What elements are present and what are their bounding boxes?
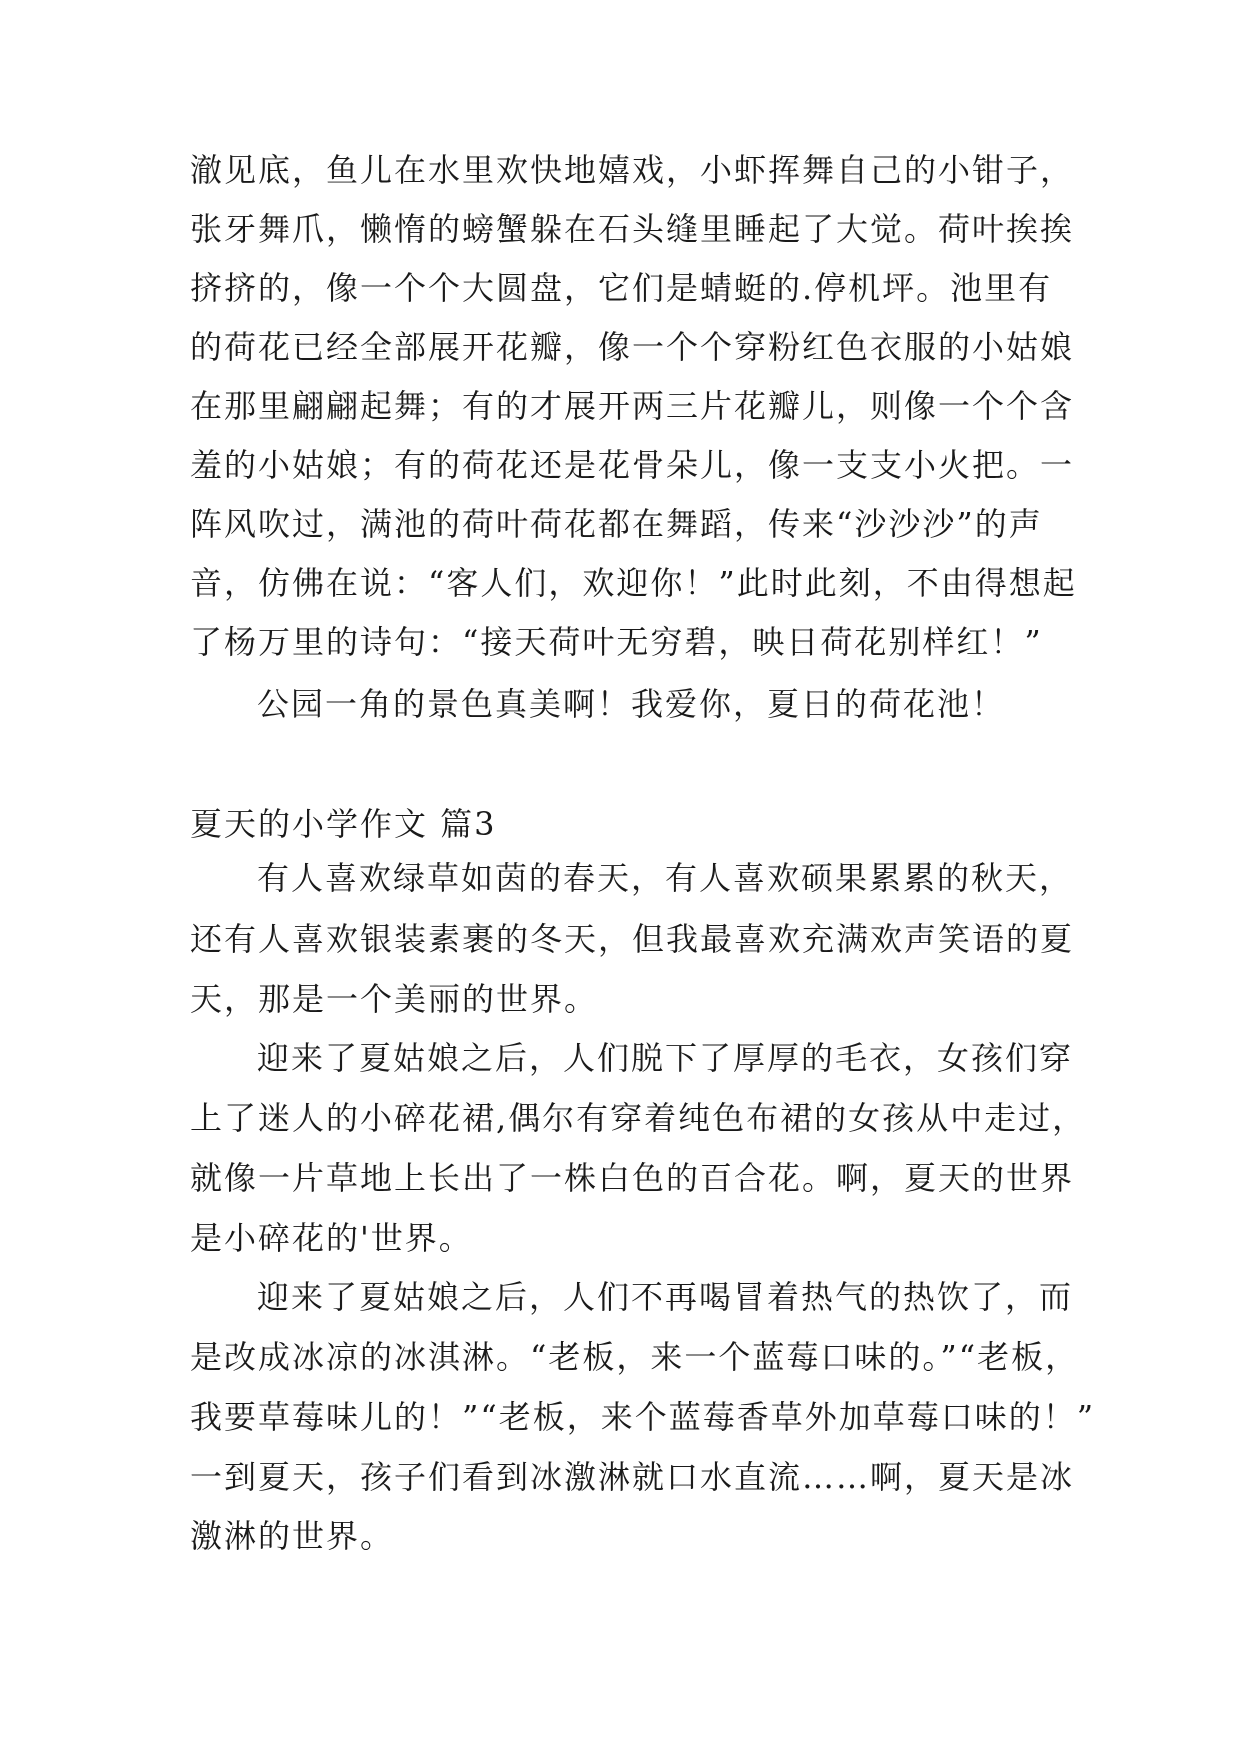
text-line: 张牙舞爪，懒惰的螃蟹躲在石头缝里睡起了大觉。荷叶挨挨: [190, 210, 1075, 248]
text-line: 的荷花已经全部展开花瓣，像一个个穿粉红色衣服的小姑娘: [190, 328, 1075, 366]
text-line: 有人喜欢绿草如茵的春天，有人喜欢硕果累累的秋天，: [257, 859, 1074, 897]
section-title: 夏天的小学作文 篇3: [190, 805, 497, 843]
text-line: 挤挤的，像一个个大圆盘，它们是蜻蜓的.停机坪。池里有: [190, 269, 1053, 307]
text-line: 是小碎花的'世界。: [190, 1219, 473, 1257]
text-line: 羞的小姑娘；有的荷花还是花骨朵儿，像一支支小火把。一: [190, 446, 1075, 484]
text-line: 就像一片草地上长出了一株白色的百合花。啊，夏天的世界: [190, 1159, 1075, 1197]
text-line: 天，那是一个美丽的世界。: [190, 980, 599, 1018]
text-line: 迎来了夏姑娘之后，人们脱下了厚厚的毛衣，女孩们穿: [257, 1039, 1074, 1077]
text-line: 还有人喜欢银装素裹的冬天，但我最喜欢充满欢声笑语的夏: [190, 920, 1075, 958]
text-line: 是改成冰凉的冰淇淋。“老板，来一个蓝莓口味的。”“老板，: [190, 1338, 1080, 1376]
text-line: 音，仿佛在说：“客人们，欢迎你！”此时此刻，不由得想起: [190, 564, 1077, 602]
text-line: 澈见底，鱼儿在水里欢快地嬉戏，小虾挥舞自己的小钳子，: [190, 151, 1075, 189]
text-line: 阵风吹过，满池的荷叶荷花都在舞蹈，传来“沙沙沙”的声: [190, 505, 1043, 543]
text-line: 迎来了夏姑娘之后，人们不再喝冒着热气的热饮了，而: [257, 1278, 1074, 1316]
text-line: 上了迷人的小碎花裙,偶尔有穿着纯色布裙的女孩从中走过，: [190, 1099, 1087, 1137]
closing-paragraph: 公园一角的景色真美啊！我爱你，夏日的荷花池！: [257, 685, 1006, 723]
text-line: 我要草莓味儿的！”“老板，来个蓝莓香草外加草莓口味的！”: [190, 1398, 1096, 1436]
text-line: 激淋的世界。: [190, 1517, 395, 1555]
text-line: 在那里翩翩起舞；有的才展开两三片花瓣儿，则像一个个含: [190, 387, 1075, 425]
text-line: 了杨万里的诗句：“接天荷叶无穷碧，映日荷花别样红！”: [190, 623, 1043, 661]
text-line: 一到夏天，孩子们看到冰激淋就口水直流……啊，夏天是冰: [190, 1458, 1075, 1496]
